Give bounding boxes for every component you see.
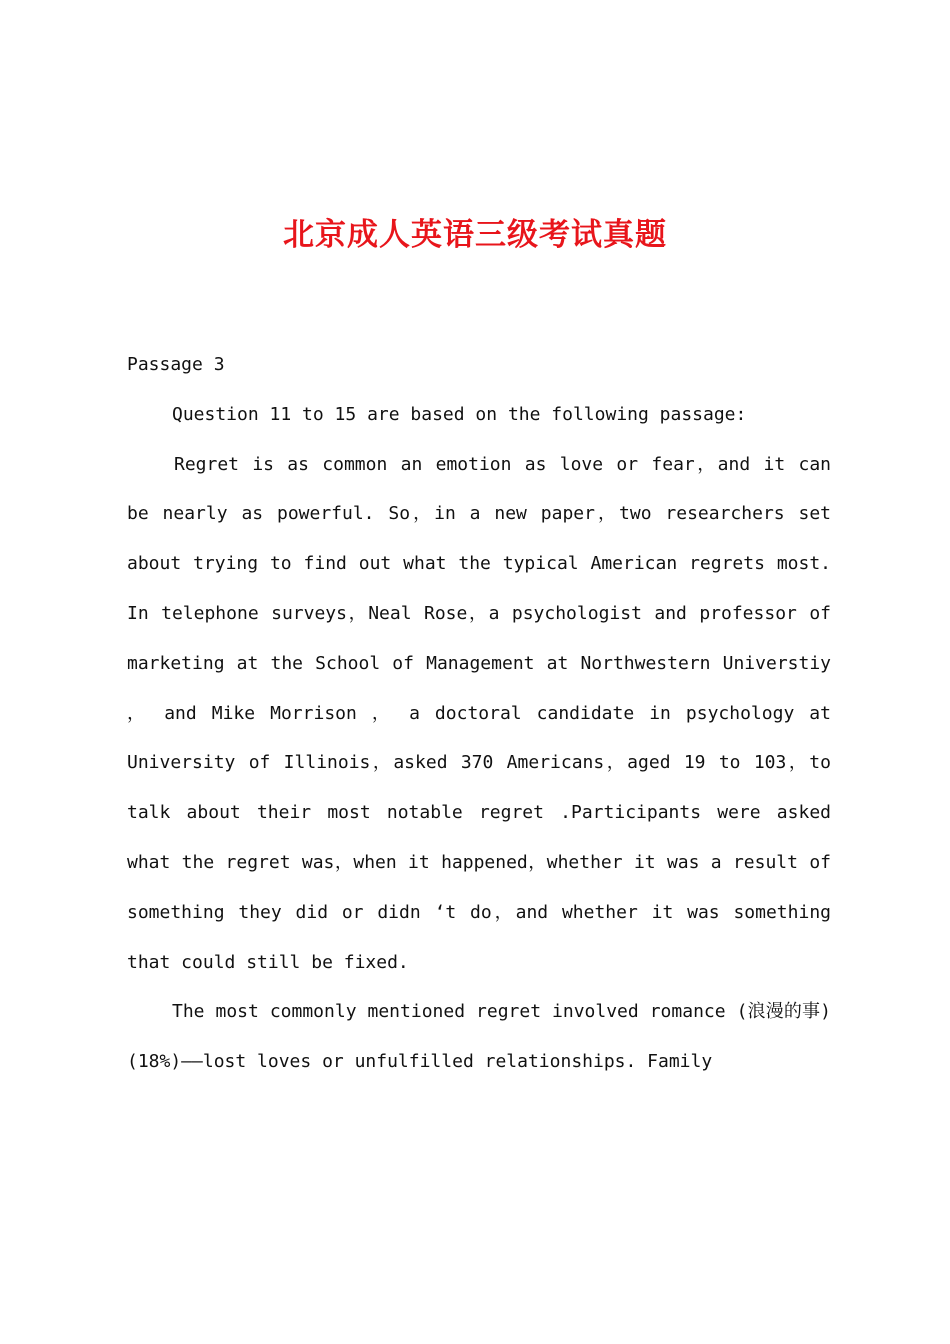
document-body bbox=[127, 340, 831, 1087]
question-instruction: Question 11 to 15 are based on the following passage: bbox=[172, 403, 747, 425]
paragraph-2: The most commonly mentioned regret involved romance (浪漫的事)(18%)——lost loves or unfulfilled relationships. Family bbox=[127, 1001, 831, 1073]
passage-label: Passage 3 bbox=[127, 354, 225, 375]
paragraph-1: Regret is as common an emotion as love or fear，and it can be nearly as powerful. So，in a new paper，two researchers set about trying to find out what the typical American regrets most. In telephone surveys，Neal Rose，a psychologist and professor of marketing at the School of Management at Northwestern Universtiy ， and Mike Morrison ， a doctoral candidate in psychology at University of Illinois，asked 370 Americans，aged 19 to 103，to talk about their most notable regret .Participants were asked what the regret was，when it happened，whether it was a result of something they did or didn ‘t do，and whether it was something that could still be fixed. bbox=[127, 453, 831, 973]
document-title: 北京成人英语三级考试真题 bbox=[283, 217, 667, 253]
